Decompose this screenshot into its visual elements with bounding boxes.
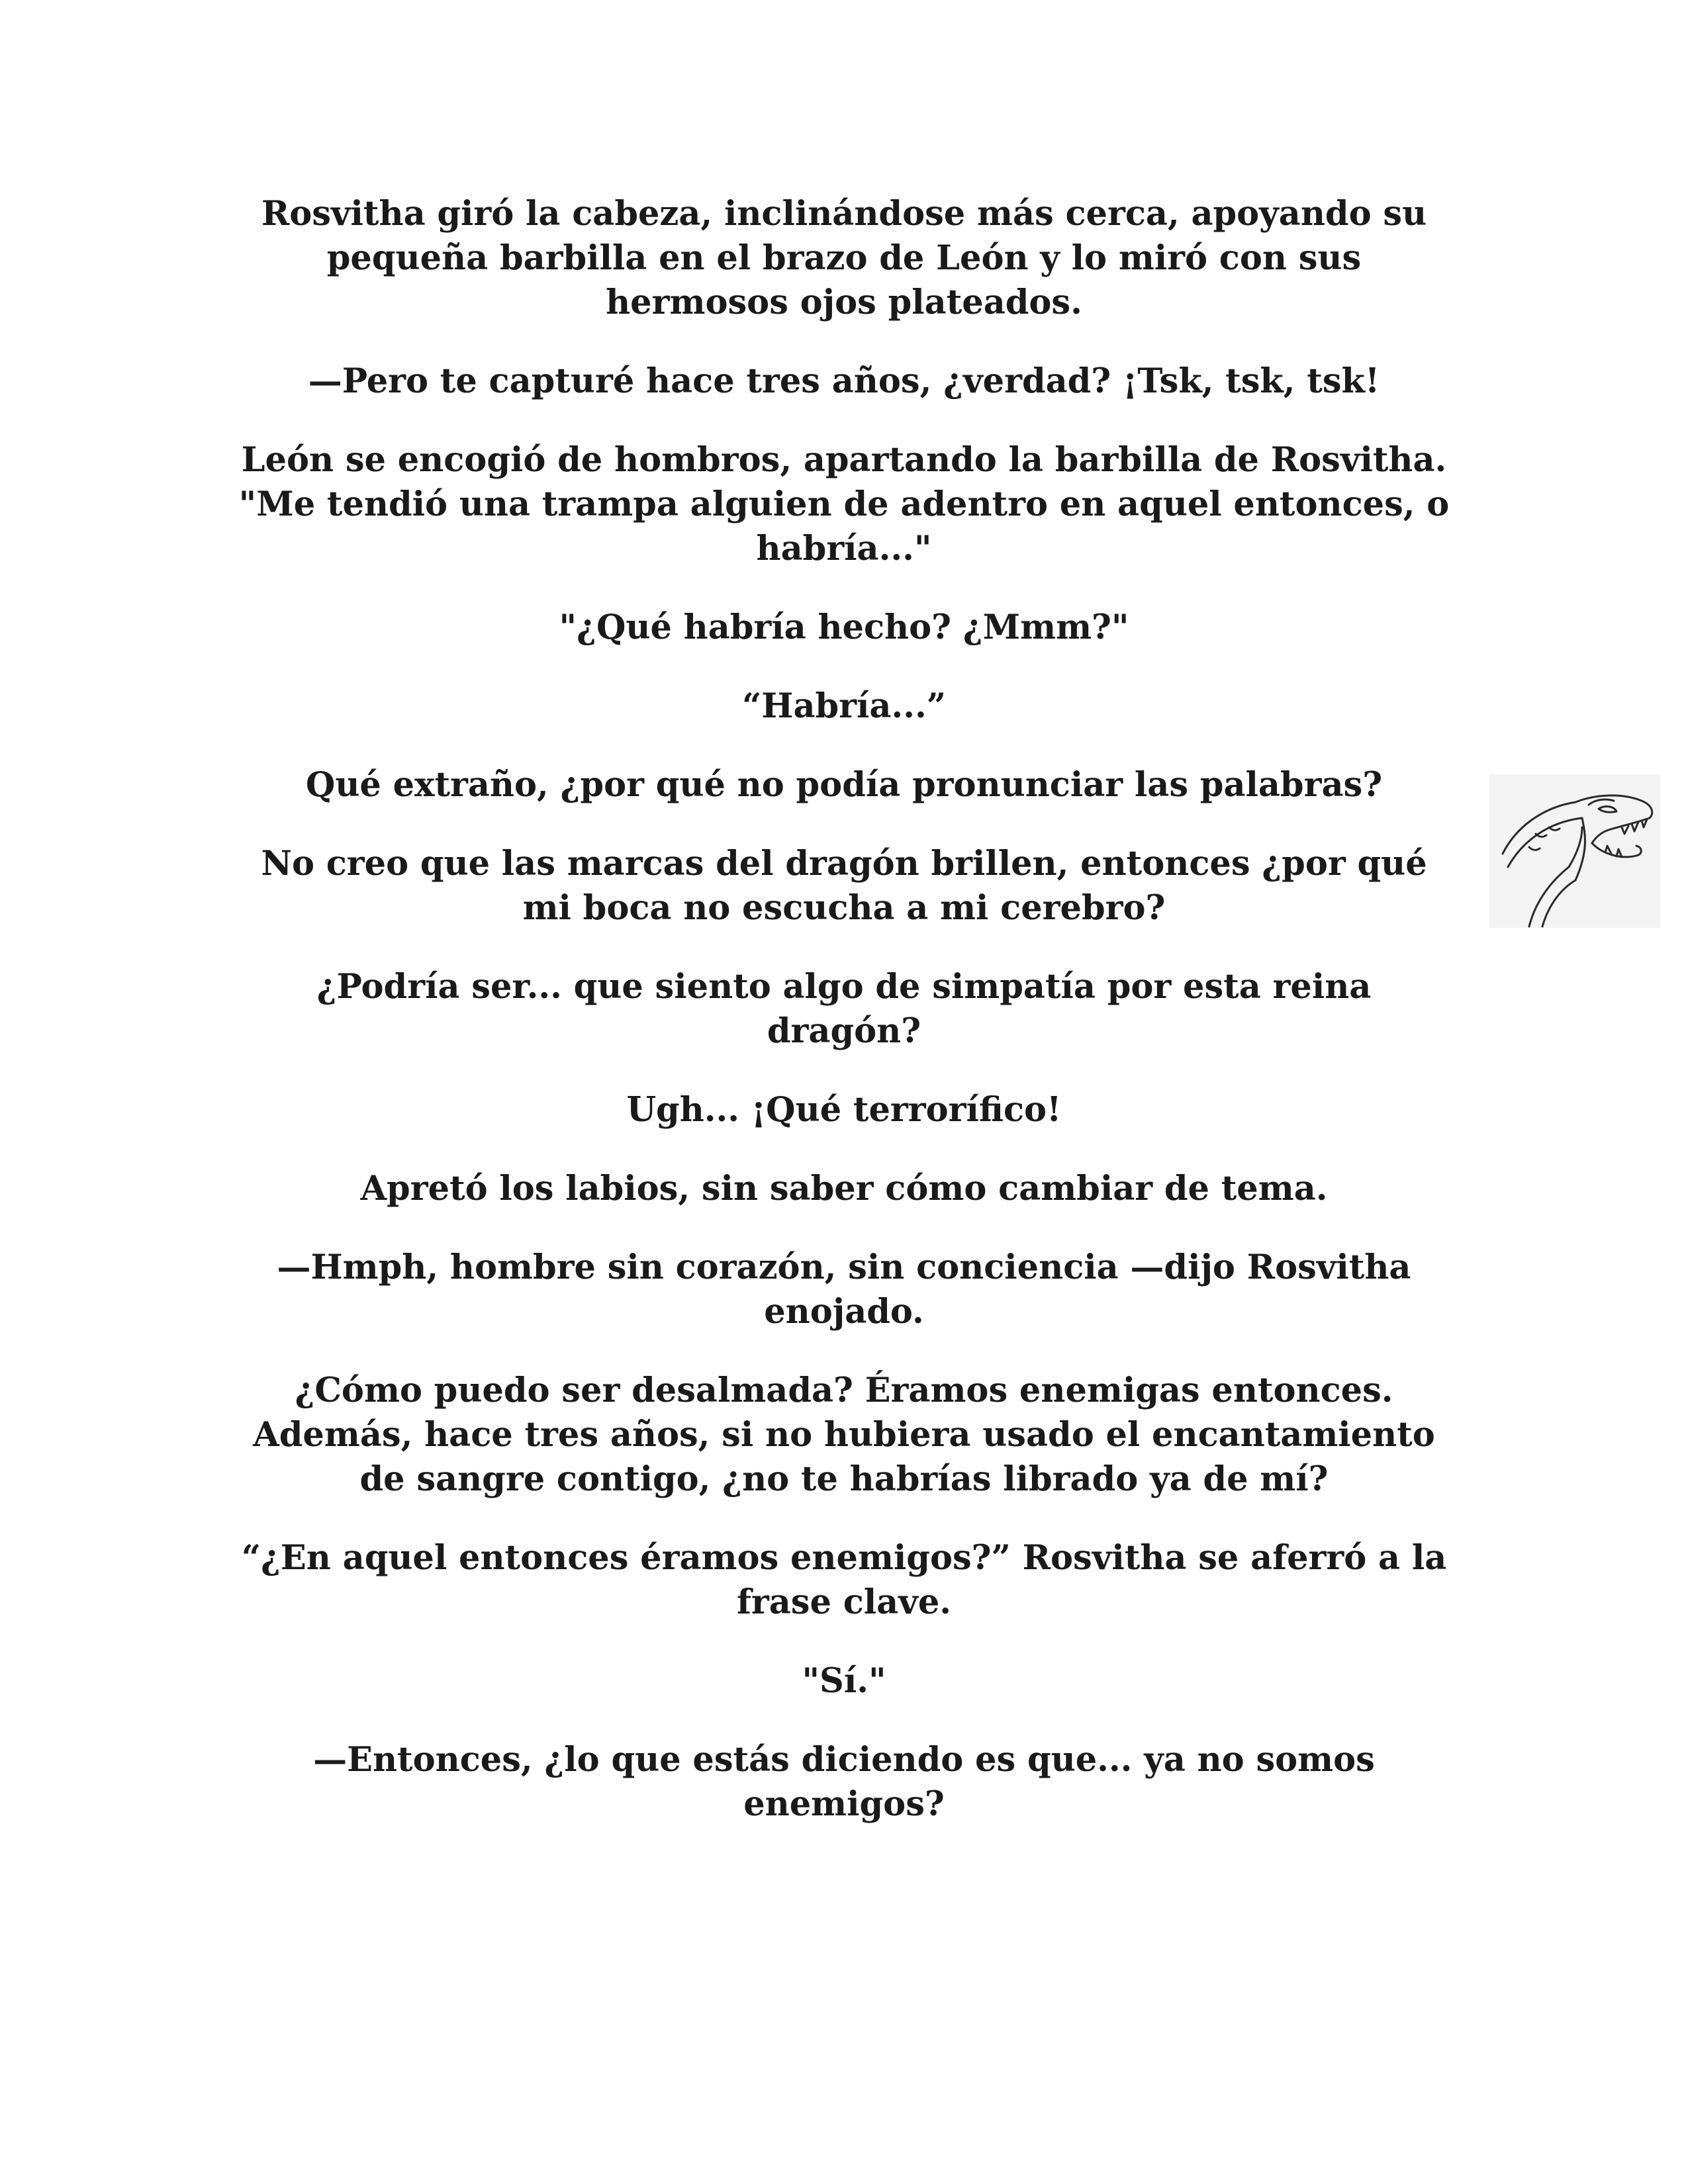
paragraph-5: “Habría...”: [741, 686, 947, 726]
paragraph-10: Apretó los labios, sin saber cómo cambiar de tema.: [360, 1169, 1328, 1208]
dragon-head-sketch-icon: [1489, 774, 1660, 928]
paragraph-12: ¿Cómo puedo ser desalmada? Éramos enemigas entonces. Además, hace tres años, si no hubiera usado el encantamiento de sangre contigo, ¿no te habrías librado ya de mí?: [253, 1371, 1435, 1499]
paragraph-4: "¿Qué habría hecho? ¿Mmm?": [559, 608, 1129, 647]
paragraph-15: —Entonces, ¿lo que estás diciendo es que... ya no somos enemigos?: [313, 1740, 1375, 1824]
paragraph-14: "Sí.": [802, 1661, 886, 1701]
paragraph-2: —Pero te capturé hace tres años, ¿verdad? ¡Tsk, tsk, tsk!: [308, 361, 1380, 401]
paragraph-11: —Hmph, hombre sin corazón, sin conciencia —dijo Rosvitha enojado.: [277, 1248, 1411, 1332]
paragraph-8: ¿Podría ser... que siento algo de simpatía por esta reina dragón?: [316, 967, 1372, 1051]
paragraph-1: Rosvitha giró la cabeza, inclinándose más cerca, apoyando su pequeña barbilla en el brazo de León y lo miró con sus hermosos ojos plateados.: [261, 194, 1427, 322]
body-text: [238, 192, 1450, 1861]
paragraph-9: Ugh... ¡Qué terrorífico!: [626, 1090, 1062, 1130]
paragraph-6: Qué extraño, ¿por qué no podía pronunciar las palabras?: [305, 765, 1383, 805]
paragraph-13: “¿En aquel entonces éramos enemigos?” Rosvitha se aferró a la frase clave.: [241, 1538, 1447, 1622]
paragraph-7: No creo que las marcas del dragón brillen, entonces ¿por qué mi boca no escucha a mi cerebro?: [261, 844, 1427, 928]
paragraph-3: León se encogió de hombros, apartando la barbilla de Rosvitha. "Me tendió una trampa alguien de adentro en aquel entonces, o habría...": [238, 440, 1450, 569]
